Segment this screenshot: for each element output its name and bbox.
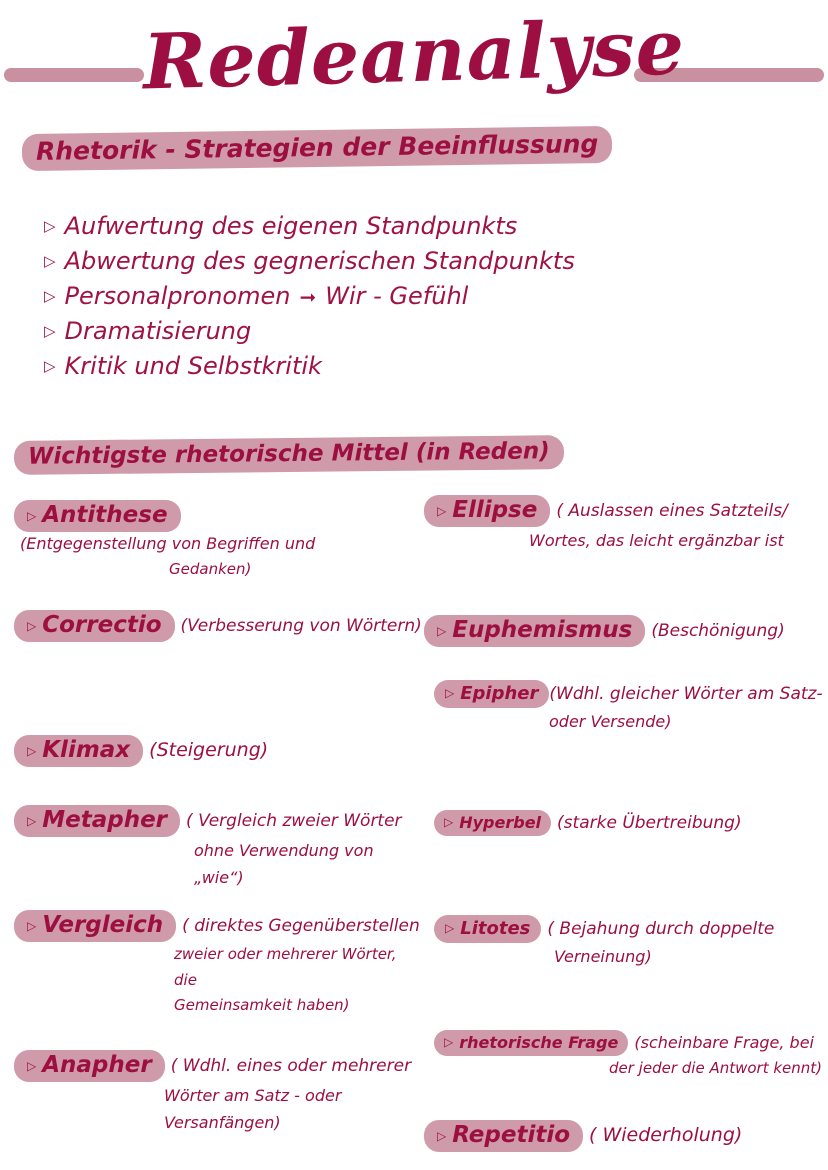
- term-name-label: Litotes: [460, 918, 531, 939]
- term-name-label: Correctio: [42, 612, 162, 638]
- term-name-label: rhetorische Frage: [459, 1033, 619, 1052]
- term-name-label: Anapher: [42, 1052, 152, 1078]
- term-definition: (Verbesserung von Wörtern): [180, 615, 422, 636]
- list-item: [44, 317, 644, 345]
- term-entry-anapher: [14, 1050, 424, 1136]
- triangle-bullet-icon: ▷: [27, 744, 37, 758]
- term-definition-cont: ohne Verwendung von „wie“): [194, 841, 374, 888]
- term-name-label: Vergleich: [42, 912, 164, 938]
- term-definition: ( Wiederholung): [589, 1124, 743, 1147]
- section-heading-mittel-label: Wichtigste rhetorische Mittel (in Reden): [14, 435, 564, 475]
- list-item: [44, 212, 644, 240]
- term-name-label: Klimax: [42, 737, 131, 763]
- term-name-label: Antithese: [42, 502, 168, 528]
- term-name-label: Ellipse: [452, 497, 538, 523]
- triangle-bullet-icon: ▷: [27, 1059, 37, 1073]
- term-name-pill: [434, 1030, 628, 1056]
- section-heading-rhetorik-label: Rhetorik - Strategien der Beeinflussung: [22, 126, 613, 171]
- term-definition: ( Bejahung durch doppelte: [547, 918, 775, 939]
- term-name-label: Metapher: [42, 807, 168, 833]
- triangle-bullet-icon: ▷: [437, 624, 447, 638]
- strategy-list: [44, 212, 644, 387]
- term-entry-correctio: [14, 610, 424, 642]
- triangle-bullet-icon: ▷: [444, 1035, 454, 1049]
- term-entry-litotes: [434, 915, 828, 970]
- triangle-bullet-icon: ▷: [44, 217, 56, 235]
- term-entry-epipher: [434, 680, 828, 735]
- triangle-bullet-icon: ▷: [27, 619, 37, 633]
- term-definition: (Beschönigung): [651, 620, 785, 641]
- triangle-bullet-icon: ▷: [437, 504, 447, 518]
- triangle-bullet-icon: ▷: [437, 1129, 447, 1143]
- section-heading-rhetorik: [22, 126, 613, 171]
- term-name-pill: [14, 1050, 165, 1082]
- triangle-bullet-icon: ▷: [444, 815, 454, 830]
- term-definition: (starke Übertreibung): [557, 813, 742, 833]
- term-name-pill: [14, 610, 175, 642]
- title-row: [0, 2, 828, 125]
- term-entry-vergleich: [14, 910, 424, 1019]
- term-definition: ( Auslassen eines Satzteils/: [556, 500, 788, 521]
- term-entry-euphemismus: [424, 615, 824, 647]
- triangle-bullet-icon: ▷: [27, 919, 37, 933]
- term-definition: (Steigerung): [149, 739, 269, 762]
- term-name-pill: [424, 495, 550, 527]
- triangle-bullet-icon: ▷: [44, 252, 56, 270]
- term-definition: (scheinbare Frage, bei: [634, 1032, 814, 1052]
- term-entry-ellipse: [424, 495, 824, 554]
- list-item: [44, 352, 644, 380]
- term-entry-metapher: [14, 805, 424, 891]
- list-item-label: Kritik und Selbstkritik: [64, 352, 322, 380]
- term-name-label: Euphemismus: [452, 617, 633, 643]
- term-definition-cont: Verneinung): [554, 947, 652, 966]
- term-name-label: Epipher: [460, 683, 539, 704]
- term-definition-cont2: Versanfängen): [164, 1113, 281, 1133]
- term-entry-repetitio: [424, 1120, 824, 1152]
- term-name-pill: [434, 810, 551, 836]
- term-entry-rhetorische-frage: [434, 1030, 828, 1082]
- term-definition: ( Wdhl. eines oder mehrerer: [170, 1055, 412, 1076]
- term-name-pill: [14, 735, 143, 767]
- list-item: [44, 282, 644, 310]
- term-definition-cont: der jeder die Antwort kennt): [609, 1059, 823, 1077]
- term-definition-cont2: Gemeinsamkeit haben): [174, 996, 350, 1014]
- arrow-icon: ➞: [299, 285, 317, 309]
- triangle-bullet-icon: ▷: [44, 357, 56, 375]
- term-name-label: Repetitio: [452, 1122, 571, 1148]
- term-name-pill: [14, 805, 180, 837]
- list-item-label: Abwertung des gegnerischen Standpunkts: [64, 247, 575, 275]
- term-definition-cont: Wörter am Satz - oder: [164, 1086, 342, 1105]
- term-name-pill: [14, 500, 181, 532]
- term-definition: (Entgegenstellung von Begriffen und: [20, 534, 316, 553]
- term-definition-cont: oder Versende): [549, 712, 672, 731]
- term-definition: (Wdhl. gleicher Wörter am Satz-: [549, 683, 823, 704]
- term-name-pill: [424, 615, 645, 647]
- term-definition-cont: Gedanken): [169, 559, 252, 578]
- triangle-bullet-icon: ▷: [27, 509, 37, 523]
- triangle-bullet-icon: ▷: [44, 322, 56, 340]
- page-title: Redeanalyse: [141, 2, 687, 107]
- term-entry-klimax: [14, 735, 424, 767]
- triangle-bullet-icon: ▷: [27, 814, 37, 828]
- term-definition-cont: Wortes, das leicht ergänzbar ist: [529, 531, 784, 550]
- triangle-bullet-icon: ▷: [44, 287, 56, 305]
- list-item-label: Dramatisierung: [64, 317, 252, 345]
- triangle-bullet-icon: ▷: [445, 921, 455, 935]
- term-name-pill: [434, 680, 549, 708]
- term-name-pill: [424, 1120, 583, 1152]
- term-name-label: Hyperbel: [459, 813, 542, 833]
- term-definition: ( Vergleich zweier Wörter: [186, 810, 402, 831]
- term-name-pill: [434, 915, 541, 943]
- section-heading-mittel: [14, 435, 564, 475]
- term-definition: ( direktes Gegenüberstellen: [182, 915, 420, 936]
- term-definition-cont: zweier oder mehrerer Wörter, die: [174, 945, 397, 989]
- term-name-pill: [14, 910, 176, 942]
- term-entry-hyperbel: [434, 810, 828, 836]
- list-item: [44, 247, 644, 275]
- term-entry-antithese: [14, 500, 424, 582]
- triangle-bullet-icon: ▷: [445, 686, 455, 700]
- list-item-label-secondary: Wir - Gefühl: [325, 282, 469, 310]
- list-item-label: Personalpronomen: [64, 282, 291, 310]
- list-item-label: Aufwertung des eigenen Standpunkts: [64, 212, 518, 240]
